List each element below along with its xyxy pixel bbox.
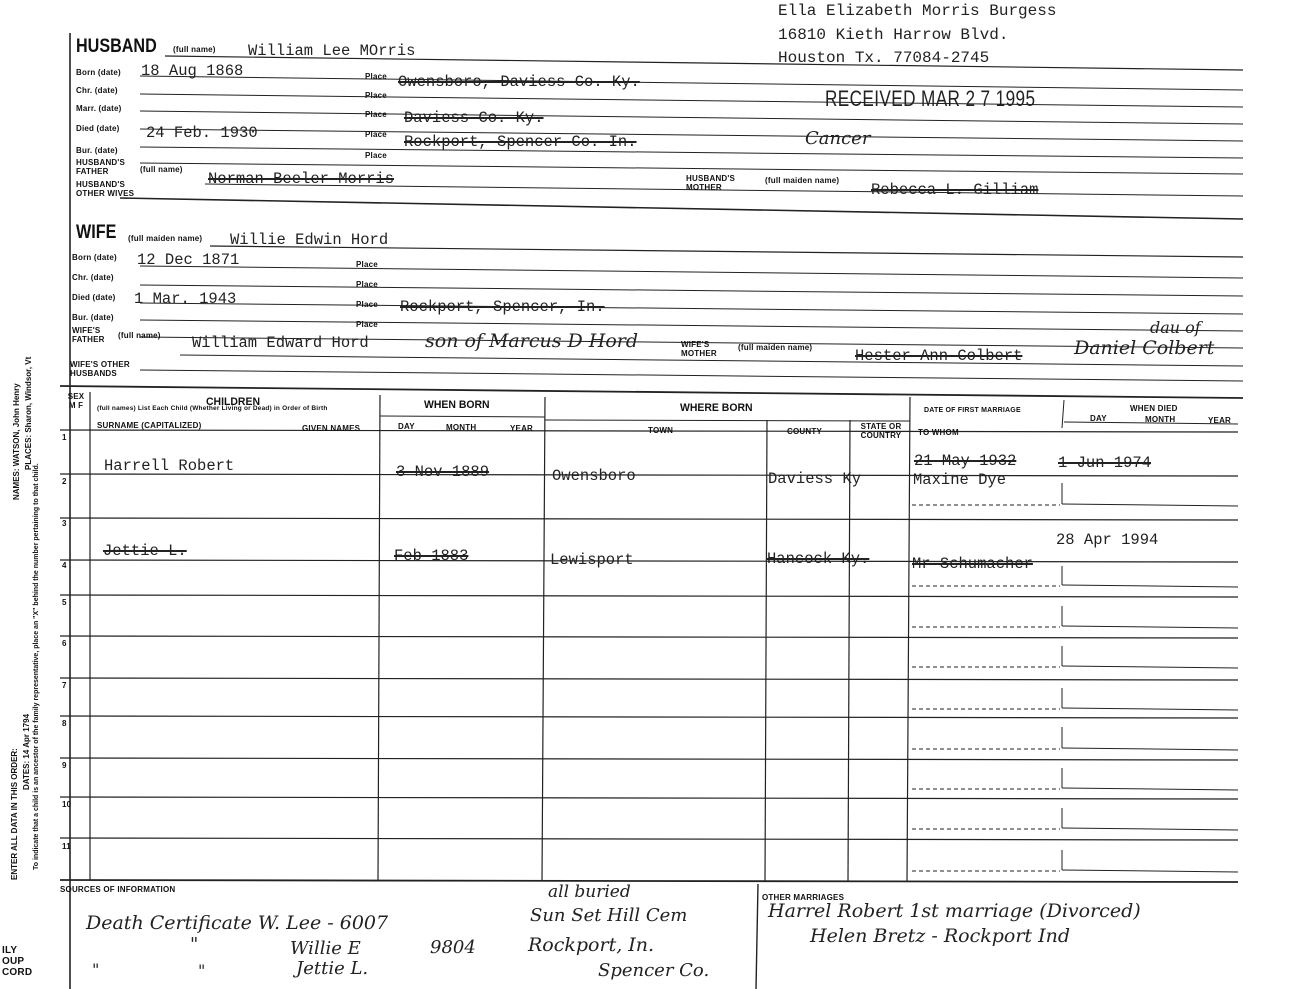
- child-1-died: 1 Jun 1974: [1058, 454, 1152, 472]
- sidebar-instruction-1: ENTER ALL DATA IN THIS ORDER:: [10, 748, 19, 880]
- husband-chr-label: Chr. (date): [76, 86, 118, 95]
- husband-name: William Lee MOrris: [248, 42, 416, 60]
- row-number: 11: [62, 842, 71, 851]
- row-number: 5: [62, 598, 67, 607]
- first-marriage-header: DATE OF FIRST MARRIAGE: [924, 407, 1021, 414]
- child-1-county-state: Daviess Ky: [768, 470, 862, 488]
- row-number: 10: [62, 800, 72, 809]
- sex-column-header: SEX M F: [67, 392, 85, 410]
- husband-marr-place-label: Place: [365, 110, 387, 119]
- husband-mother-label: HUSBAND'S MOTHER: [686, 174, 736, 192]
- child-2-born: Feb 1883: [394, 547, 469, 565]
- wife-born-label: Born (date): [72, 253, 117, 262]
- when-born-header: WHEN BORN: [424, 399, 490, 411]
- when-died-header: WHEN DIED: [1130, 404, 1178, 413]
- wife-mother-maiden-label: (full maiden name): [738, 343, 813, 352]
- husband-mother: Rebecca L. Gilliam: [871, 181, 1039, 199]
- wife-died-place-label: Place: [356, 300, 378, 309]
- husband-mother-maiden-label: (full maiden name): [765, 176, 840, 185]
- sidebar-corner-label: ILY OUP CORD: [2, 945, 33, 978]
- husband-died-date: 24 Feb. 1930: [146, 124, 258, 142]
- husband-full-name-label: (full name): [173, 45, 216, 54]
- wife-other-husbands-label: WIFE'S OTHER HUSBANDS: [70, 360, 130, 378]
- county-header: COUNTY: [787, 427, 822, 436]
- died-year-header: YEAR: [1208, 416, 1232, 425]
- sources-ditto-1: ": [190, 934, 199, 955]
- sidebar-instruction-ancestor: To indicate that a child is an ancestor of the family representative, place an "X" behind the number pertaining to that child.: [33, 463, 40, 870]
- row-number: 6: [62, 639, 67, 648]
- husband-bur-place-label: Place: [365, 151, 387, 160]
- burial-note-2: Sun Set Hill Cem: [530, 905, 688, 926]
- sidebar-instruction-places: PLACES: Sharon, Windsor, Vt: [24, 356, 33, 470]
- wife-bur-label: Bur. (date): [72, 313, 114, 322]
- died-day-header: DAY: [1090, 414, 1107, 423]
- surname-header: SURNAME (CAPITALIZED): [97, 421, 202, 430]
- wife-died-label: Died (date): [72, 293, 116, 302]
- husband-marr-place: Daviess Co. Ky.: [404, 109, 544, 127]
- child-1-born: 3 Nov 1889: [396, 463, 490, 481]
- wife-born-date: 12 Dec 1871: [137, 251, 240, 269]
- row-number: 7: [62, 681, 67, 690]
- row-number: 2: [62, 477, 67, 486]
- husband-section-label: HUSBAND: [76, 36, 157, 57]
- wife-chr-place-label: Place: [356, 280, 378, 289]
- submitter-city: Houston Tx. 77084-2745: [778, 49, 990, 67]
- burial-note-3: Rockport, In.: [528, 934, 655, 956]
- child-2-town: Lewisport: [550, 551, 634, 569]
- burial-note-1: all buried: [548, 882, 631, 902]
- wife-chr-label: Chr. (date): [72, 273, 114, 282]
- husband-born-date: 18 Aug 1868: [141, 62, 244, 80]
- wife-father-note: son of Marcus D Hord: [425, 330, 639, 352]
- row-number: 1: [62, 433, 67, 442]
- husband-born-label: Born (date): [76, 68, 121, 77]
- wife-mother-label: WIFE'S MOTHER: [681, 340, 717, 358]
- to-whom-header: TO WHOM: [918, 428, 959, 437]
- wife-bur-place-label: Place: [356, 320, 378, 329]
- child-2-county-state: Hancock Ky.: [767, 550, 870, 568]
- children-column-header: CHILDREN: [206, 396, 261, 408]
- wife-father: William Edward Hord: [192, 334, 369, 352]
- husband-chr-place-label: Place: [365, 91, 387, 100]
- sources-ditto-3: ": [198, 961, 206, 980]
- town-header: TOWN: [648, 426, 674, 435]
- sidebar-instruction-names: NAMES: WATSON, John Henry: [12, 383, 21, 500]
- sources-label: SOURCES OF INFORMATION: [60, 885, 176, 894]
- wife-father-label: WIFE'S FATHER: [72, 326, 105, 344]
- husband-died-place: Rockport, Spencer Co. In.: [404, 133, 637, 151]
- husband-bur-label: Bur. (date): [76, 146, 118, 155]
- child-1-spouse: Maxine Dye: [913, 471, 1007, 489]
- born-year-header: YEAR: [510, 424, 534, 433]
- child-1-marriage-date: 21 May 1932: [914, 452, 1017, 470]
- born-day-header: DAY: [398, 422, 415, 431]
- received-stamp: RECEIVED MAR 2 7 1995: [825, 86, 1036, 111]
- born-month-header: MONTH: [446, 423, 477, 432]
- row-number: 9: [62, 761, 67, 770]
- died-month-header: MONTH: [1145, 415, 1176, 424]
- other-marriages-label: OTHER MARRIAGES: [762, 893, 845, 902]
- state-header: STATE OR COUNTRY: [860, 422, 902, 440]
- sources-ditto-2: ": [92, 960, 100, 979]
- husband-father-full-name-label: (full name): [140, 165, 183, 174]
- husband-death-note: Cancer: [805, 128, 871, 149]
- wife-born-place-label: Place: [356, 260, 378, 269]
- husband-died-place-label: Place: [365, 130, 387, 139]
- wife-section-label: WIFE: [76, 222, 117, 243]
- other-marriages-line-2: Helen Bretz - Rockport Ind: [810, 925, 1071, 947]
- where-born-header: WHERE BORN: [680, 402, 753, 414]
- sources-line-2-number: 9804: [430, 937, 476, 958]
- row-number: 3: [62, 519, 67, 528]
- child-2-name: Jettie L.: [103, 542, 187, 560]
- husband-born-place-label: Place: [365, 72, 387, 81]
- wife-mother-note: Daniel Colbert: [1074, 337, 1215, 359]
- wife-mother: Hester Ann Colbert: [855, 347, 1023, 365]
- wife-father-full-name-label: (full name): [118, 331, 161, 340]
- children-instructions: (full names) List Each Child (Whether Living or Dead) in Order of Birth: [97, 405, 328, 412]
- husband-born-place: Owensboro, Daviess Co. Ky.: [398, 73, 640, 91]
- husband-marr-label: Marr. (date): [76, 104, 122, 113]
- burial-note-4: Spencer Co.: [598, 960, 710, 981]
- child-2-died: 28 Apr 1994: [1056, 531, 1159, 549]
- other-marriages-line-1: Harrel Robert 1st marriage (Divorced): [768, 900, 1141, 922]
- husband-father: Norman Beeler Morris: [208, 170, 395, 188]
- sources-line-3-name: Jettie L.: [296, 958, 369, 979]
- sources-line-1: Death Certificate W. Lee - 6007: [86, 912, 389, 934]
- wife-name: Willie Edwin Hord: [230, 231, 389, 249]
- row-number: 4: [62, 561, 67, 570]
- husband-father-label: HUSBAND'S FATHER: [76, 158, 126, 176]
- wife-mother-note-top: dau of: [1150, 318, 1201, 337]
- row-number: 8: [62, 719, 67, 728]
- wife-died-date: 1 Mar. 1943: [134, 290, 237, 308]
- child-1-town: Owensboro: [552, 467, 636, 485]
- submitter-street: 16810 Kieth Harrow Blvd.: [778, 26, 1009, 44]
- husband-other-wives-label: HUSBAND'S OTHER WIVES: [76, 180, 135, 198]
- child-2-spouse: Mr Schumacher: [912, 555, 1033, 573]
- given-names-header: GIVEN NAMES: [302, 424, 361, 433]
- sidebar-instruction-dates: DATES: 14 Apr 1794: [22, 713, 31, 790]
- submitter-name: Ella Elizabeth Morris Burgess: [778, 2, 1057, 20]
- child-1-name: Harrell Robert: [104, 457, 235, 475]
- sources-line-2-name: Willie E: [290, 938, 361, 959]
- husband-died-label: Died (date): [76, 124, 120, 133]
- wife-maiden-label: (full maiden name): [128, 234, 203, 243]
- wife-died-place: Rockport, Spencer, In.: [400, 298, 605, 316]
